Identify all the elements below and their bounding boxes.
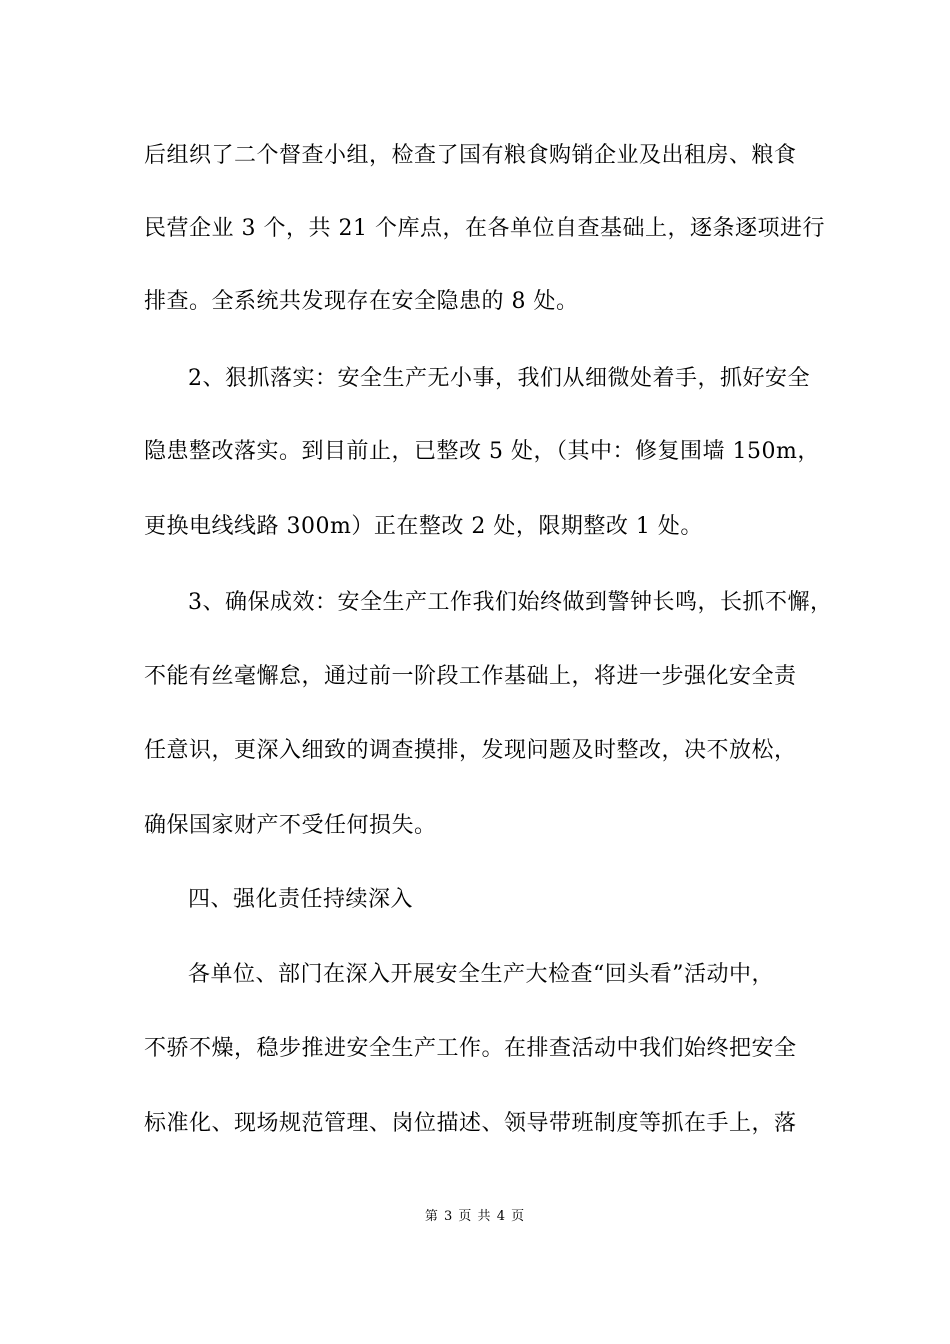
text-line: 更换电线线路 300m）正在整改 2 处，限期整改 1 处。 (144, 514, 703, 539)
text-line: 标准化、现场规范管理、岗位描述、领导带班制度等抓在手上，落 (144, 1111, 797, 1136)
section-heading: 四、强化责任持续深入 (188, 887, 414, 912)
text-line: 确保国家财产不受任何损失。 (144, 813, 437, 838)
text-line: 隐患整改落实。到目前止，已整改 5 处，（其中：修复围墙 150m， (144, 439, 820, 464)
text-line: 不能有丝毫懈怠，通过前一阶段工作基础上，将进一步强化安全责 (144, 664, 797, 689)
text-line: 3、确保成效：安全生产工作我们始终做到警钟长鸣，长抓不懈， (188, 590, 833, 615)
text-line: 任意识，更深入细致的调查摸排，发现问题及时整改，决不放松， (144, 738, 797, 763)
text-line: 排查。全系统共发现存在安全隐患的 8 处。 (144, 289, 579, 314)
text-line: 各单位、部门在深入开展安全生产大检查“回头看”活动中， (188, 962, 774, 987)
page-number: 第 3 页 共 4 页 (424, 1209, 526, 1224)
text-line: 2、狠抓落实：安全生产无小事，我们从细微处着手，抓好安全 (188, 366, 810, 391)
text-line: 不骄不燥，稳步推进安全生产工作。在排查活动中我们始终把安全 (144, 1036, 797, 1061)
text-line: 民营企业 3 个，共 21 个库点，在各单位自查基础上，逐条逐项进行 (144, 216, 825, 241)
text-line: 后组织了二个督查小组，检查了国有粮食购销企业及出租房、粮食 (144, 143, 797, 168)
